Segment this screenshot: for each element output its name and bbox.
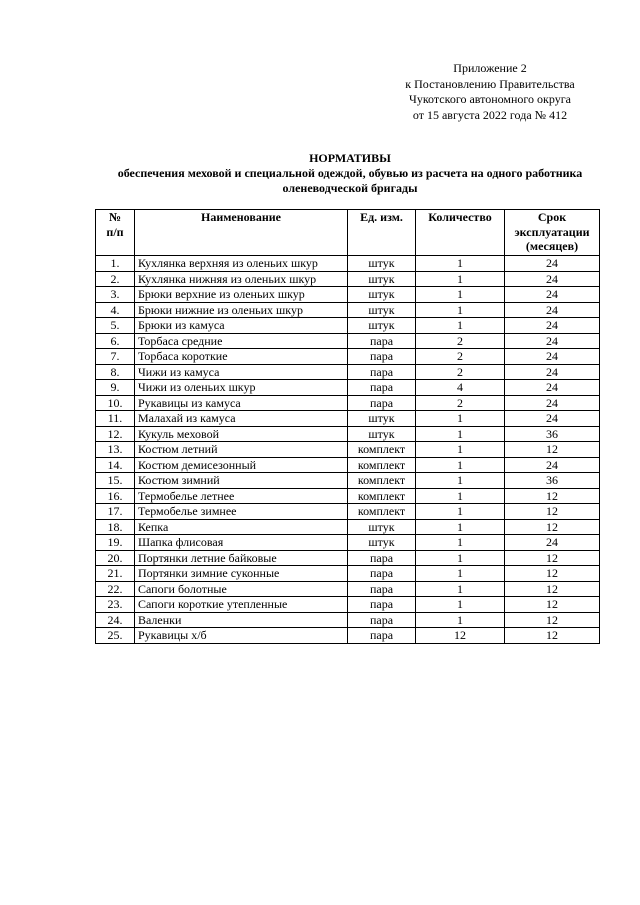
item-unit: пара	[348, 597, 416, 613]
table-row	[96, 612, 600, 628]
table-row	[96, 364, 600, 380]
item-unit: комплект	[348, 504, 416, 520]
row-number: 25.	[96, 628, 135, 644]
item-term: 24	[505, 457, 600, 473]
item-term: 12	[505, 581, 600, 597]
row-number: 17.	[96, 504, 135, 520]
item-term: 24	[505, 333, 600, 349]
table-row	[96, 271, 600, 287]
appendix-line: к Постановлению Правительства	[405, 76, 575, 91]
item-term: 12	[505, 504, 600, 520]
item-quantity: 2	[416, 349, 505, 365]
item-term: 24	[505, 302, 600, 318]
item-quantity: 1	[416, 287, 505, 303]
item-unit: пара	[348, 380, 416, 396]
row-number: 9.	[96, 380, 135, 396]
table-row	[96, 504, 600, 520]
row-number: 6.	[96, 333, 135, 349]
row-number: 24.	[96, 612, 135, 628]
document-subtitle-line-2: оленеводческой бригады	[282, 181, 418, 195]
row-number: 8.	[96, 364, 135, 380]
table-row	[96, 426, 600, 442]
item-unit: комплект	[348, 473, 416, 489]
item-name: Термобелье зимнее	[135, 504, 348, 520]
table-row	[96, 457, 600, 473]
item-quantity: 1	[416, 318, 505, 334]
item-unit: пара	[348, 333, 416, 349]
item-unit: пара	[348, 349, 416, 365]
table-row	[96, 550, 600, 566]
item-quantity: 1	[416, 473, 505, 489]
row-number: 4.	[96, 302, 135, 318]
item-quantity: 1	[416, 519, 505, 535]
item-term: 36	[505, 426, 600, 442]
item-term: 24	[505, 349, 600, 365]
item-quantity: 1	[416, 597, 505, 613]
item-quantity: 1	[416, 581, 505, 597]
item-unit: пара	[348, 628, 416, 644]
item-name: Малахай из камуса	[135, 411, 348, 427]
norms-table	[95, 209, 600, 644]
item-term: 12	[505, 442, 600, 458]
table-row	[96, 380, 600, 396]
appendix-reference	[380, 61, 600, 123]
item-unit: комплект	[348, 457, 416, 473]
item-term: 12	[505, 628, 600, 644]
row-number: 1.	[96, 256, 135, 272]
item-name: Торбаса средние	[135, 333, 348, 349]
table-row	[96, 302, 600, 318]
table-header-row	[96, 210, 600, 256]
item-name: Сапоги болотные	[135, 581, 348, 597]
item-term: 12	[505, 519, 600, 535]
row-number: 5.	[96, 318, 135, 334]
item-unit: штук	[348, 426, 416, 442]
item-quantity: 1	[416, 302, 505, 318]
item-name: Чижи из камуса	[135, 364, 348, 380]
row-number: 12.	[96, 426, 135, 442]
item-quantity: 12	[416, 628, 505, 644]
item-name: Кепка	[135, 519, 348, 535]
item-quantity: 1	[416, 566, 505, 582]
item-quantity: 1	[416, 426, 505, 442]
item-unit: штук	[348, 535, 416, 551]
row-number: 23.	[96, 597, 135, 613]
row-number: 10.	[96, 395, 135, 411]
row-number: 18.	[96, 519, 135, 535]
item-name: Брюки верхние из оленьих шкур	[135, 287, 348, 303]
row-number: 3.	[96, 287, 135, 303]
item-term: 24	[505, 535, 600, 551]
item-name: Кукуль меховой	[135, 426, 348, 442]
item-unit: штук	[348, 519, 416, 535]
table-row	[96, 581, 600, 597]
item-name: Сапоги короткие утепленные	[135, 597, 348, 613]
item-name: Кухлянка нижняя из оленьих шкур	[135, 271, 348, 287]
item-name: Брюки нижние из оленьих шкур	[135, 302, 348, 318]
table-row	[96, 442, 600, 458]
item-name: Портянки летние байковые	[135, 550, 348, 566]
item-quantity: 2	[416, 395, 505, 411]
table-header	[96, 210, 600, 256]
item-quantity: 1	[416, 550, 505, 566]
item-unit: штук	[348, 256, 416, 272]
row-number: 20.	[96, 550, 135, 566]
table-row	[96, 395, 600, 411]
appendix-line: Приложение 2	[453, 61, 527, 75]
item-unit: пара	[348, 395, 416, 411]
row-number: 19.	[96, 535, 135, 551]
item-unit: пара	[348, 612, 416, 628]
row-number: 11.	[96, 411, 135, 427]
table-row	[96, 519, 600, 535]
table-row	[96, 628, 600, 644]
row-number: 15.	[96, 473, 135, 489]
row-number: 13.	[96, 442, 135, 458]
document-subtitle-line-1: обеспечения меховой и специальной одеждой, обувью из расчета на одного работника	[117, 166, 583, 180]
item-name: Чижи из оленьих шкур	[135, 380, 348, 396]
document-title: НОРМАТИВЫ	[309, 151, 391, 165]
item-term: 12	[505, 597, 600, 613]
item-name: Брюки из камуса	[135, 318, 348, 334]
item-unit: пара	[348, 581, 416, 597]
row-number: 14.	[96, 457, 135, 473]
item-quantity: 1	[416, 411, 505, 427]
item-name: Портянки зимние суконные	[135, 566, 348, 582]
item-unit: пара	[348, 364, 416, 380]
table-body	[96, 256, 600, 644]
item-name: Рукавицы из камуса	[135, 395, 348, 411]
item-quantity: 1	[416, 271, 505, 287]
row-number: 16.	[96, 488, 135, 504]
item-term: 36	[505, 473, 600, 489]
item-name: Костюм демисезонный	[135, 457, 348, 473]
appendix-line: Чукотского автономного округа	[409, 92, 571, 106]
item-name: Валенки	[135, 612, 348, 628]
item-unit: пара	[348, 550, 416, 566]
item-term: 12	[505, 566, 600, 582]
row-number: 22.	[96, 581, 135, 597]
header-number-line1: №	[108, 210, 122, 224]
item-term: 24	[505, 318, 600, 334]
item-term: 24	[505, 395, 600, 411]
table-row	[96, 473, 600, 489]
item-term: 12	[505, 550, 600, 566]
item-quantity: 1	[416, 504, 505, 520]
item-quantity: 1	[416, 256, 505, 272]
item-quantity: 1	[416, 612, 505, 628]
item-unit: штук	[348, 287, 416, 303]
item-name: Термобелье летнее	[135, 488, 348, 504]
item-term: 12	[505, 488, 600, 504]
table-row	[96, 349, 600, 365]
table-row	[96, 333, 600, 349]
table-row	[96, 318, 600, 334]
item-quantity: 1	[416, 457, 505, 473]
item-unit: штук	[348, 302, 416, 318]
item-name: Костюм зимний	[135, 473, 348, 489]
table-row	[96, 287, 600, 303]
item-quantity: 1	[416, 488, 505, 504]
item-quantity: 1	[416, 442, 505, 458]
header-term-line3: (месяцев)	[525, 239, 579, 253]
item-name: Костюм летний	[135, 442, 348, 458]
item-name: Шапка флисовая	[135, 535, 348, 551]
item-term: 24	[505, 287, 600, 303]
header-number-line2: п/п	[106, 224, 124, 239]
row-number: 7.	[96, 349, 135, 365]
table-row	[96, 488, 600, 504]
table-row	[96, 597, 600, 613]
item-quantity: 4	[416, 380, 505, 396]
item-name: Торбаса короткие	[135, 349, 348, 365]
item-unit: комплект	[348, 488, 416, 504]
item-quantity: 1	[416, 535, 505, 551]
row-number: 21.	[96, 566, 135, 582]
header-term-line2: эксплуатации	[514, 224, 590, 239]
item-term: 12	[505, 612, 600, 628]
row-number: 2.	[96, 271, 135, 287]
table-row	[96, 535, 600, 551]
header-term	[505, 210, 600, 256]
header-quantity: Количество	[416, 210, 505, 256]
header-term-line1: Срок	[537, 210, 567, 224]
appendix-line: от 15 августа 2022 года № 412	[412, 107, 568, 122]
item-term: 24	[505, 271, 600, 287]
item-term: 24	[505, 364, 600, 380]
header-unit: Ед. изм.	[348, 210, 416, 256]
item-quantity: 2	[416, 333, 505, 349]
item-term: 24	[505, 411, 600, 427]
item-term: 24	[505, 256, 600, 272]
table-row	[96, 566, 600, 582]
item-unit: штук	[348, 318, 416, 334]
header-number	[96, 210, 135, 256]
item-term: 24	[505, 380, 600, 396]
item-name: Кухлянка верхняя из оленьих шкур	[135, 256, 348, 272]
table-row	[96, 256, 600, 272]
item-unit: штук	[348, 411, 416, 427]
item-unit: штук	[348, 271, 416, 287]
header-name: Наименование	[135, 210, 348, 256]
item-unit: пара	[348, 566, 416, 582]
table-row	[96, 411, 600, 427]
item-unit: комплект	[348, 442, 416, 458]
item-quantity: 2	[416, 364, 505, 380]
item-name: Рукавицы х/б	[135, 628, 348, 644]
